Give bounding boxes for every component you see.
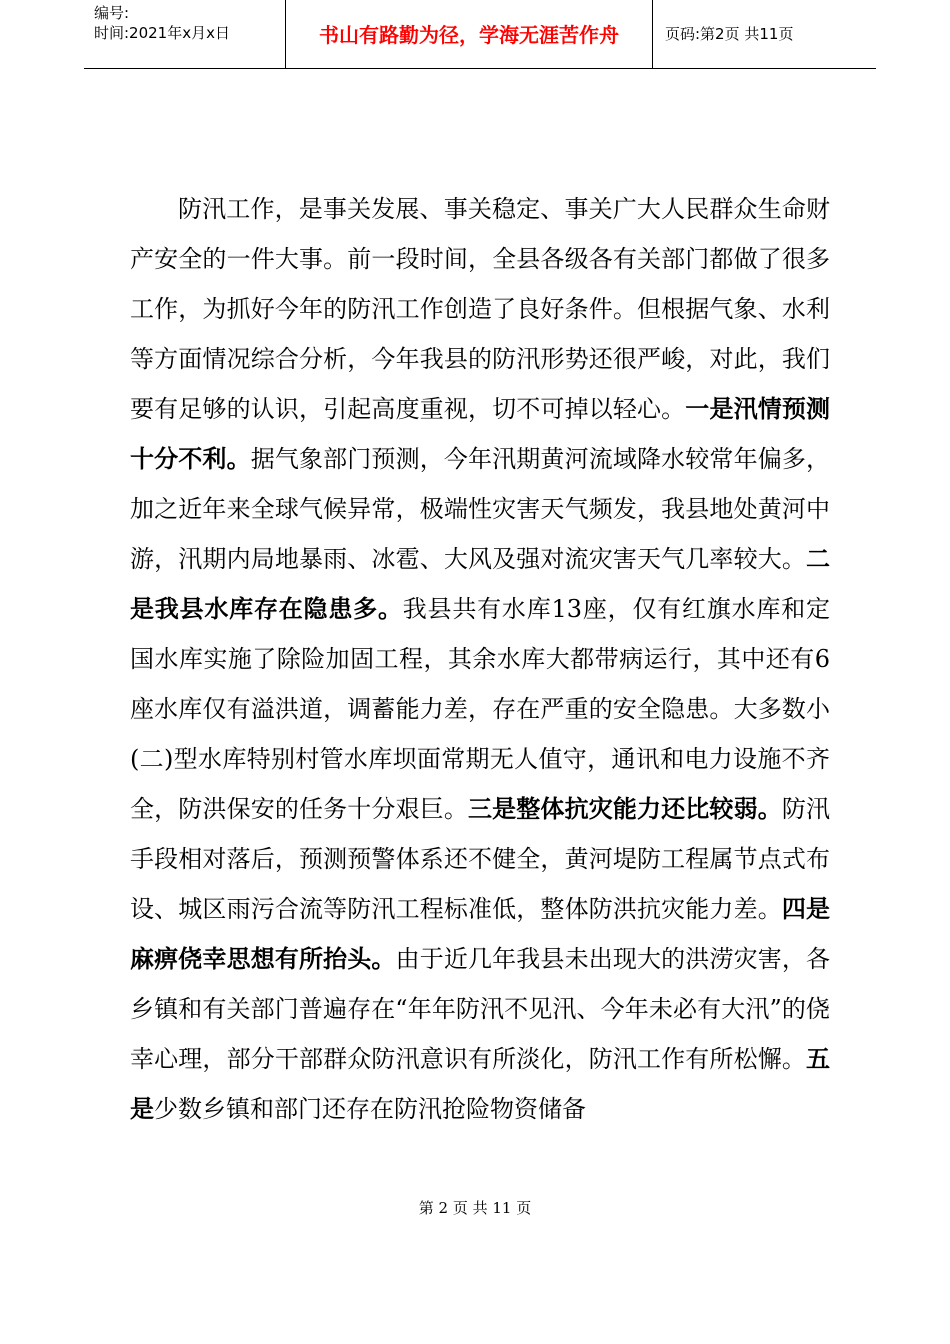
point-heading-3: 三是整体抗灾能力还比较弱。 — [468, 794, 782, 823]
body-text-segment: 防汛手段相对落后，预测预警体系还不健全，黄河堤防工程属节点式布设、城区雨污合流等防汛工程标准低，整体防洪抗灾能力差。 — [130, 795, 831, 923]
header-page-cell — [653, 0, 876, 68]
point-heading-5: 五是 — [130, 1044, 830, 1123]
header-motto: 书山有路勤为径，学海无涯苦作舟 — [319, 23, 619, 47]
page-header — [84, 0, 876, 69]
body-text-segment: 防汛工作，是事关发展、事关稳定、事关广大人民群众生命财产安全的一件大事。前一段时间，全县各级各有关部门都做了很多工作，为抓好今年的防汛工作创造了良好条件。但根据气象、水利等方面情况综合分析，今年我县的防汛形势还很严峻，对此，我们要有足够的认识，引起高度重视，切不可掉以轻心。 — [130, 195, 830, 423]
body-text-segment: 由于近几年我县未出现大的洪涝灾害，各乡镇和有关部门普遍存在“年年防汛不见汛、今年未必有大汛”的侥幸心理，部分干部群众防汛意识有所淡化，防汛工作有所松懈。 — [130, 945, 831, 1073]
header-info-cell — [84, 0, 286, 68]
point-heading-4: 四是麻痹侥幸思想有所抬头。 — [130, 894, 831, 973]
body-paragraph — [130, 184, 830, 1134]
body-text-segment: 我县共有水库13座，仅有红旗水库和定国水库实施了除险加固工程，其余水库大都带病运行，其中还有6座水库仅有溢洪道，调蓄能力差，存在严重的安全隐患。大多数小(二)型水库特别村管水库坝面常期无人值守，通讯和电力设施不齐全，防洪保安的任务十分艰巨。 — [130, 595, 831, 823]
document-date-label: 时间:2021年x月x日 — [94, 24, 230, 42]
body-text-segment: 据气象部门预测，今年汛期黄河流域降水较常年偏多，加之近年来全球气候异常，极端性灾害天气频发，我县地处黄河中游，汛期内局地暴雨、冰雹、大风及强对流灾害天气几率较大。 — [130, 445, 831, 573]
header-page-number: 页码:第2页 共11页 — [665, 25, 794, 43]
header-motto-cell — [286, 0, 653, 68]
document-number-label: 编号: — [94, 4, 130, 22]
point-heading-2: 二是我县水库存在隐患多。 — [130, 544, 830, 623]
body-text-segment: 少数乡镇和部门还存在防汛抢险物资储备 — [154, 1095, 586, 1123]
point-heading-1: 一是汛情预测十分不利。 — [130, 394, 831, 473]
page-footer: 第 2 页 共 11 页 — [418, 1199, 532, 1217]
